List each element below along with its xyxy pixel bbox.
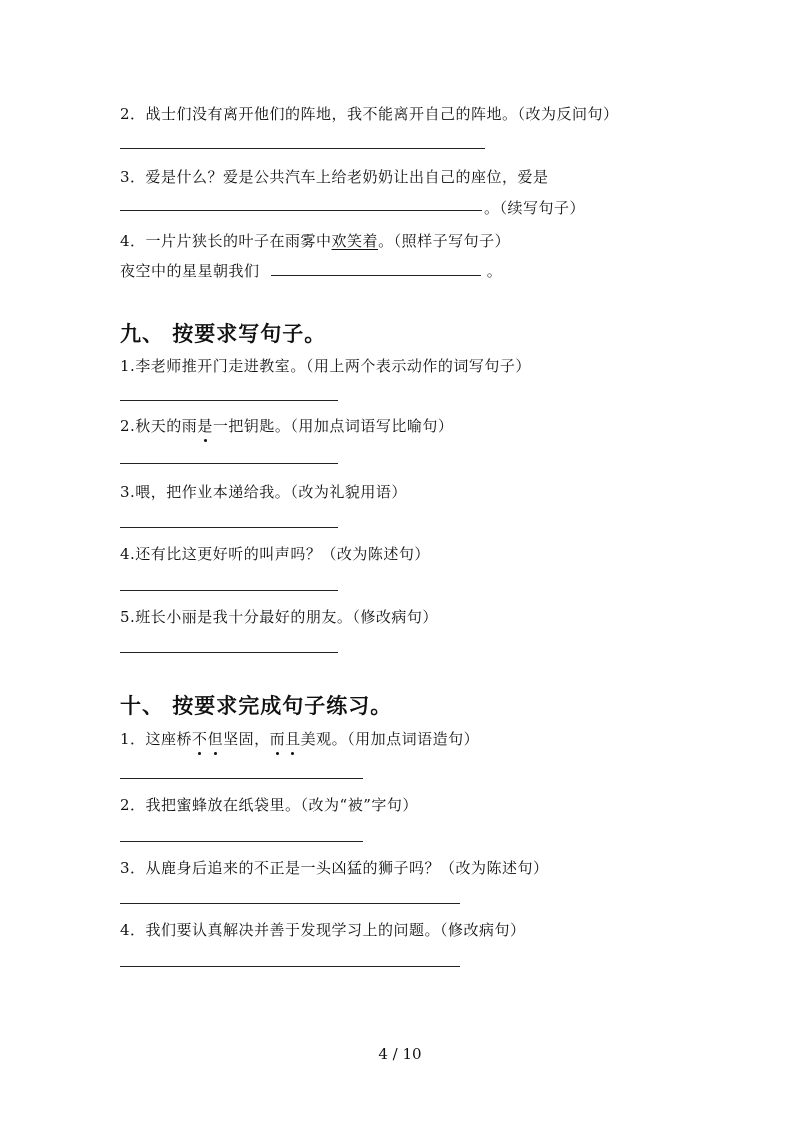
sec10-q1-part-b: 坚固， bbox=[223, 730, 270, 748]
sec9-q2-dotted-word: 是 bbox=[197, 417, 213, 435]
sec8-question-4 bbox=[120, 230, 510, 251]
sec9-question-2 bbox=[120, 415, 453, 436]
sec10-question-1 bbox=[120, 728, 479, 749]
sec10-q1-part-a: 1．这座桥 bbox=[120, 730, 193, 748]
sec9-q2-prefix: 2.秋天的雨 bbox=[120, 417, 198, 435]
sec8-q2-answer-line[interactable] bbox=[120, 148, 485, 149]
sec8-q3-answer-line[interactable] bbox=[120, 210, 482, 211]
sec10-question-3: 3．从鹿身后追来的不正是一头凶猛的狮子吗？（改为陈述句） bbox=[120, 859, 549, 877]
sec8-question-4-line2 bbox=[120, 260, 502, 281]
sec9-q2-suffix: 一把钥匙。（用加点词语写比喻句） bbox=[212, 417, 454, 435]
section-10-heading: 十、 按要求完成句子练习。 bbox=[120, 694, 393, 718]
sec8-question-3: 3．爱是什么？爱是公共汽车上给老奶奶让出自己的座位，爱是 bbox=[120, 168, 549, 186]
sec10-q3-answer-line[interactable] bbox=[120, 903, 460, 904]
sec9-q4-answer-line[interactable] bbox=[120, 590, 338, 591]
sec9-question-1: 1.李老师推开门走进教室。（用上两个表示动作的词写句子） bbox=[120, 357, 531, 375]
sec8-q4-end: 。 bbox=[486, 262, 503, 280]
sec9-q5-answer-line[interactable] bbox=[120, 652, 338, 653]
sec9-q2-answer-line[interactable] bbox=[120, 463, 338, 464]
sec9-question-5: 5.班长小丽是我十分最好的朋友。（修改病句） bbox=[120, 608, 438, 626]
sec10-q1-part-c: 美观。（用加点词语造句） bbox=[300, 730, 480, 748]
sec10-q1-dotted-1: 不 bbox=[192, 730, 208, 748]
sec8-q4-suffix: 。（照样子写句子） bbox=[378, 232, 511, 250]
sec10-q4-answer-line[interactable] bbox=[120, 966, 460, 967]
sec9-q1-answer-line[interactable] bbox=[120, 400, 338, 401]
sec10-q1-dotted-4: 且 bbox=[285, 730, 301, 748]
section-9-heading: 九、 按要求写句子。 bbox=[120, 322, 327, 346]
sec8-q4-line2-text: 夜空中的星星朝我们 bbox=[120, 262, 260, 280]
sec8-q4-underlined-word: 欢笑着 bbox=[331, 232, 379, 250]
sec9-question-3: 3.喂，把作业本递给我。（改为礼貌用语） bbox=[120, 483, 407, 501]
sec8-q4-prefix: 4．一片片狭长的叶子在雨雾中 bbox=[120, 232, 332, 250]
sec8-question-2: 2．战士们没有离开他们的阵地，我不能离开自己的阵地。（改为反问句） bbox=[120, 105, 619, 123]
sec10-q1-dotted-2: 但 bbox=[207, 730, 224, 748]
page-number: 4 / 10 bbox=[378, 1045, 422, 1063]
sec9-question-4: 4.还有比这更好听的叫声吗？（改为陈述句） bbox=[120, 545, 430, 563]
sec8-question-3-suffix: 。（续写句子） bbox=[484, 199, 586, 217]
sec9-q3-answer-line[interactable] bbox=[120, 527, 338, 528]
sec10-q1-answer-line[interactable] bbox=[120, 778, 363, 779]
sec10-question-2: 2．我把蜜蜂放在纸袋里。（改为“被”字句） bbox=[120, 796, 418, 814]
sec10-question-4: 4．我们要认真解决并善于发现学习上的问题。（修改病句） bbox=[120, 921, 526, 939]
sec10-q2-answer-line[interactable] bbox=[120, 841, 363, 842]
sec8-q4-fill-blank[interactable] bbox=[271, 261, 481, 276]
sec10-q1-dotted-3: 而 bbox=[269, 730, 286, 748]
